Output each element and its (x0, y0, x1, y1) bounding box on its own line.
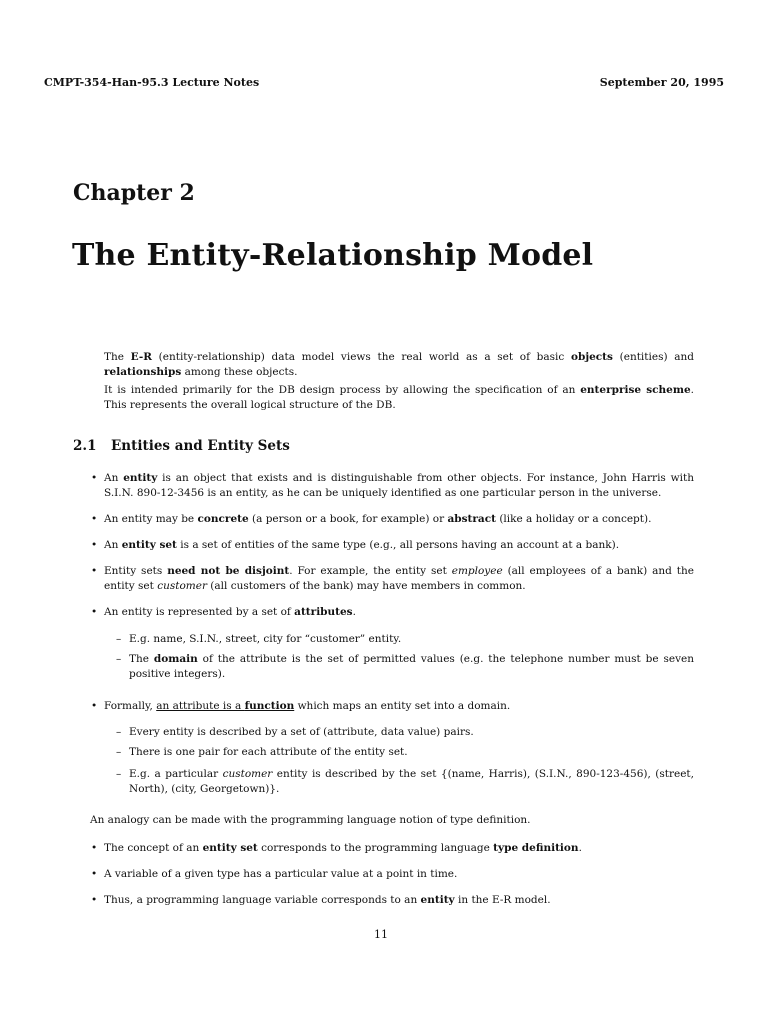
chapter-label: Chapter 2 (73, 180, 195, 206)
section-heading (73, 438, 290, 454)
list-item: • A variable of a given type has a particular value at a point in time. (90, 867, 694, 882)
sub-list-item: – The domain of the attribute is the set of permitted values (e.g. the telephone number must be seven positive integers). (90, 652, 694, 682)
analogy-paragraph: An analogy can be made with the programming language notion of type definition. (90, 814, 531, 826)
list-item: • The concept of an entity set corresponds to the programming language type definition. (90, 841, 694, 856)
section-title: Entities and Entity Sets (111, 438, 290, 454)
running-header-right: September 20, 1995 (599, 76, 724, 89)
list-item: • An entity is represented by a set of attributes. (90, 605, 694, 620)
page-number: 11 (374, 928, 388, 941)
list-item: • An entity set is a set of entities of the same type (e.g., all persons having an account at a bank). (90, 538, 694, 553)
running-header-left: CMPT-354-Han-95.3 Lecture Notes (44, 76, 260, 89)
list-item: • Entity sets need not be disjoint. For example, the entity set employee (all employees of a bank) and the entity set customer (all customers of the bank) may have members in common. (90, 564, 694, 594)
intro-paragraph-1: The E-R (entity-relationship) data model views the real world as a set of basic objects (entities) and relationships among these objects. (104, 351, 694, 378)
intro-paragraph-2: It is intended primarily for the DB design process by allowing the specification of an enterprise scheme. This represents the overall logical structure of the DB. (104, 384, 694, 411)
list-item: • Formally, an attribute is a function which maps an entity set into a domain. (90, 699, 694, 714)
list-item: • An entity may be concrete (a person or a book, for example) or abstract (like a holiday or a concept). (90, 512, 694, 527)
list-item: • Thus, a programming language variable corresponds to an entity in the E-R model. (90, 893, 694, 908)
sub-list-item: – Every entity is described by a set of (attribute, data value) pairs. (90, 725, 694, 740)
sub-list-item: – E.g. name, S.I.N., street, city for “customer” entity. (90, 632, 694, 647)
list-item: • An entity is an object that exists and is distinguishable from other objects. For instance, John Harris with S.I.N. 890-12-3456 is an entity, as he can be uniquely identified as one particular person in the universe. (90, 471, 694, 501)
sub-list-item: – E.g. a particular customer entity is described by the set {(name, Harris), (S.I.N., 890-123-456), (street, North), (city, Georgetown)}. (90, 767, 694, 797)
intro-block (104, 350, 694, 416)
chapter-title: The Entity-Relationship Model (72, 238, 594, 273)
section-number: 2.1 (73, 438, 97, 454)
sub-list-item: – There is one pair for each attribute of the entity set. (90, 745, 694, 760)
